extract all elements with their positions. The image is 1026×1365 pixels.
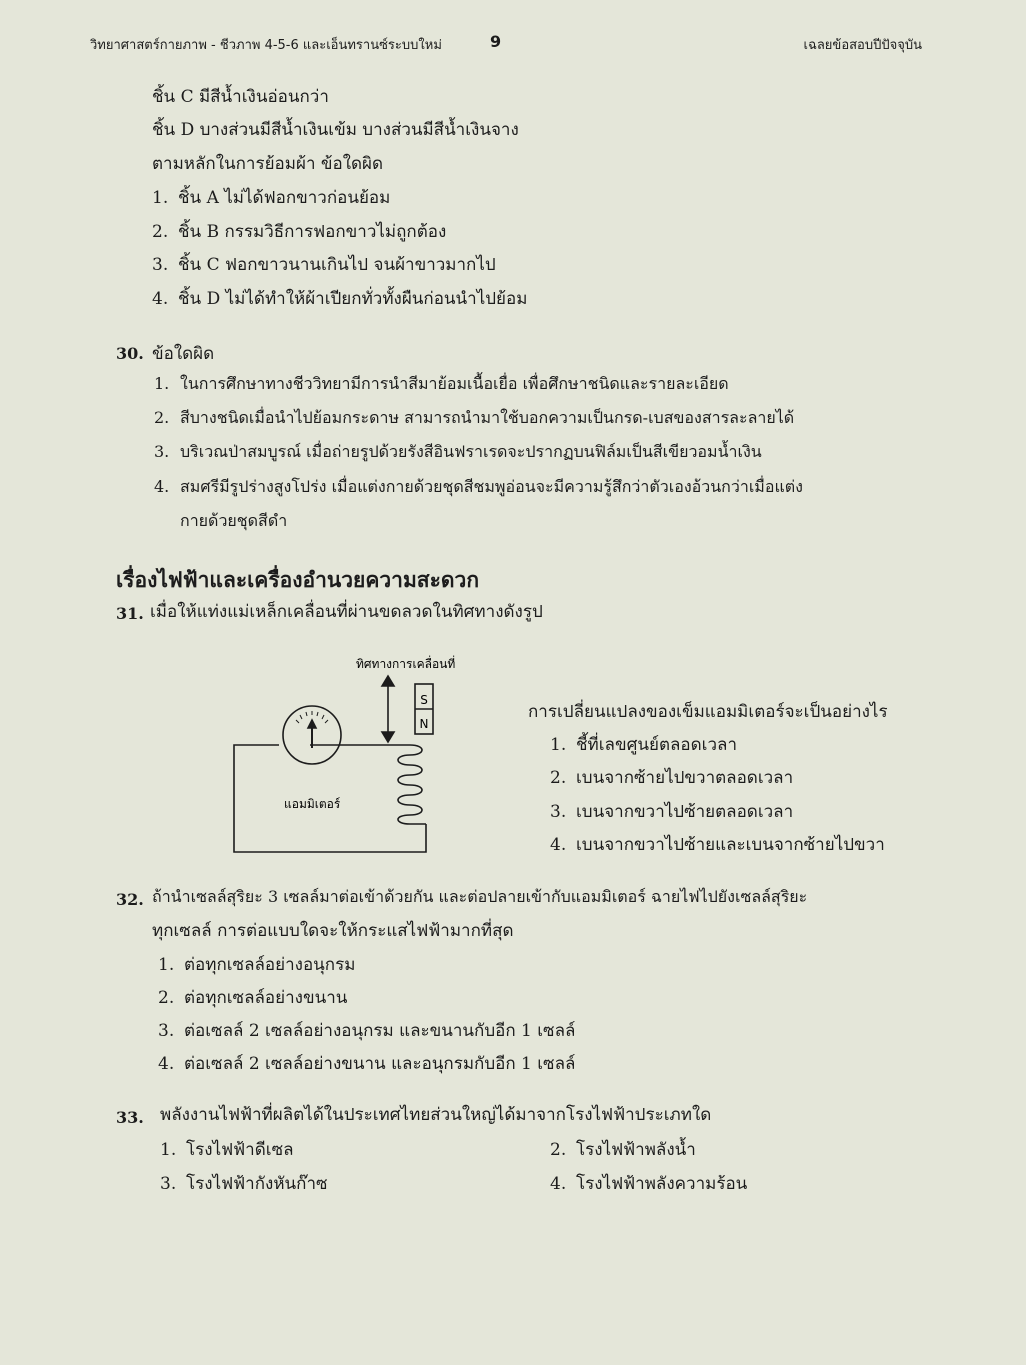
option-number: 3. (550, 802, 567, 822)
q29-option-3 (152, 254, 496, 276)
q31-number: 31. (116, 604, 144, 623)
option-text: สีบางชนิดเมื่อนำไปย้อมกระดาษ สามารถนำมาใช้บอกความเป็นกรด-เบสของสารละลายได้ (180, 408, 795, 427)
option-number: 3. (154, 442, 170, 461)
option-text: ในการศึกษาทางชีววิทยามีการนำสีมาย้อมเนื้อเยื่อ เพื่อศึกษาชนิดและรายละเอียด (180, 374, 729, 393)
page-number: 9 (490, 32, 502, 51)
header-book-title: วิทยาศาสตร์กายภาพ - ชีวภาพ 4-5-6 และเอ็นทรานซ์ระบบใหม่ (90, 38, 442, 53)
q29-option-1 (152, 187, 390, 209)
q33-option-3 (160, 1173, 328, 1195)
option-text: เบนจากซ้ายไปขวาตลอดเวลา (576, 768, 794, 788)
q33-option-2 (550, 1139, 696, 1161)
q32-option-1 (158, 954, 355, 976)
option-text: เบนจากขวาไปซ้ายตลอดเวลา (576, 802, 794, 822)
option-text: โรงไฟฟ้าพลังน้ำ (576, 1140, 696, 1160)
option-text: ชี้ที่เลขศูนย์ตลอดเวลา (576, 735, 737, 755)
option-number: 2. (550, 1140, 567, 1160)
option-text: โรงไฟฟ้ากังหันก๊าซ (186, 1174, 328, 1194)
option-number: 4. (152, 289, 169, 309)
option-text: ต่อเซลล์ 2 เซลล์อย่างขนาน และอนุกรมกับอีก 1 เซลล์ (184, 1054, 576, 1074)
ammeter-label: แอมมิเตอร์ (284, 797, 341, 811)
option-number: 4. (550, 835, 567, 855)
q31-option-4 (550, 834, 885, 856)
q31-option-2 (550, 767, 793, 789)
option-text: บริเวณป่าสมบูรณ์ เมื่อถ่ายรูปด้วยรังสีอินฟราเรดจะปรากฏบนฟิล์มเป็นสีเขียวอมน้ำเงิน (180, 442, 762, 461)
option-text: ชิ้น B กรรมวิธีการฟอกขาวไม่ถูกต้อง (178, 222, 447, 242)
option-number: 4. (154, 477, 170, 496)
q30-number: 30. (116, 344, 144, 363)
q29-option-2 (152, 221, 446, 243)
q32-question-line-2: ทุกเซลล์ การต่อแบบใดจะให้กระแสไฟฟ้ามากที่สุด (152, 921, 514, 941)
q31-option-1 (550, 734, 737, 756)
q30-question: ข้อใดผิด (152, 344, 215, 364)
q29-line-2: ชิ้น D บางส่วนมีสีน้ำเงินเข้ม บางส่วนมีสีน้ำเงินจาง (152, 120, 519, 140)
option-text: ชิ้น D ไม่ได้ทำให้ผ้าเปียกทั่วทั้งผืนก่อนนำไปย้อม (178, 289, 528, 309)
q33-number: 33. (116, 1108, 144, 1127)
arrow-head-up (382, 676, 394, 686)
option-number: 2. (550, 768, 567, 788)
option-text: ต่อทุกเซลล์อย่างขนาน (184, 988, 348, 1008)
option-number: 4. (550, 1174, 567, 1194)
option-number: 1. (160, 1140, 177, 1160)
option-number: 2. (158, 988, 175, 1008)
q33-option-4 (550, 1173, 747, 1195)
q32-number: 32. (116, 890, 144, 909)
option-number: 3. (158, 1021, 175, 1041)
q31-question: เมื่อให้แท่งแม่เหล็กเคลื่อนที่ผ่านขดลวดในทิศทางดังรูป (150, 602, 543, 622)
q32-option-4 (158, 1053, 575, 1075)
circuit-figure (222, 652, 458, 862)
option-number: 1. (154, 374, 170, 393)
option-number: 2. (154, 408, 170, 427)
q30-option-1 (154, 373, 729, 395)
q30-option-4-continued: กายด้วยชุดสีดำ (180, 511, 288, 530)
direction-label: ทิศทางการเคลื่อนที่ (356, 657, 456, 671)
option-text: โรงไฟฟ้าดีเซล (186, 1140, 294, 1160)
wire-coil (398, 745, 426, 824)
q33-option-1 (160, 1139, 294, 1161)
option-number: 1. (152, 188, 169, 208)
induction-diagram (222, 652, 458, 866)
q31-option-3 (550, 801, 793, 823)
magnet-n-label: N (419, 717, 429, 731)
arrow-head-down (382, 732, 394, 742)
q32-option-3 (158, 1020, 575, 1042)
section-title: เรื่องไฟฟ้าและเครื่องอำนวยความสะดวก (116, 568, 480, 592)
q30-option-4 (154, 476, 803, 498)
q30-option-3 (154, 441, 762, 463)
q30-option-2 (154, 407, 794, 429)
q29-line-1: ชิ้น C มีสีน้ำเงินอ่อนกว่า (152, 87, 329, 107)
option-text: สมศรีมีรูปร่างสูงโปร่ง เมื่อแต่งกายด้วยชุดสีชมพูอ่อนจะมีความรู้สึกว่าตัวเองอ้วนกว่าเมื่อแต่ง (180, 477, 803, 496)
q33-question: พลังงานไฟฟ้าที่ผลิตได้ในประเทศไทยส่วนใหญ่ได้มาจากโรงไฟฟ้าประเภทใด (160, 1105, 712, 1125)
header-section-title: เฉลยข้อสอบปีปัจจุบัน (803, 38, 922, 53)
option-text: ชิ้น C ฟอกขาวนานเกินไป จนผ้าขาวมากไป (178, 255, 496, 275)
option-text: ต่อทุกเซลล์อย่างอนุกรม (184, 955, 356, 975)
option-text: โรงไฟฟ้าพลังความร้อน (576, 1174, 748, 1194)
option-number: 2. (152, 222, 169, 242)
option-number: 1. (158, 955, 175, 975)
q29-line-3: ตามหลักในการย้อมผ้า ข้อใดผิด (152, 154, 384, 174)
q31-prompt: การเปลี่ยนแปลงของเข็มแอมมิเตอร์จะเป็นอย่างไร (528, 702, 888, 722)
option-text: เบนจากขวาไปซ้ายและเบนจากซ้ายไปขวา (576, 835, 885, 855)
q32-option-2 (158, 987, 347, 1009)
magnet-s-label: S (420, 693, 428, 707)
option-text: ชิ้น A ไม่ได้ฟอกขาวก่อนย้อม (178, 188, 391, 208)
option-text: ต่อเซลล์ 2 เซลล์อย่างอนุกรม และขนานกับอีก 1 เซลล์ (184, 1021, 576, 1041)
option-number: 4. (158, 1054, 175, 1074)
q32-question-line-1: ถ้านำเซลล์สุริยะ 3 เซลล์มาต่อเข้าด้วยกัน และต่อปลายเข้ากับแอมมิเตอร์ ฉายไฟไปยังเซลล์สุริยะ (152, 887, 808, 906)
q29-option-4 (152, 288, 527, 310)
option-number: 3. (160, 1174, 177, 1194)
option-number: 1. (550, 735, 567, 755)
option-number: 3. (152, 255, 169, 275)
